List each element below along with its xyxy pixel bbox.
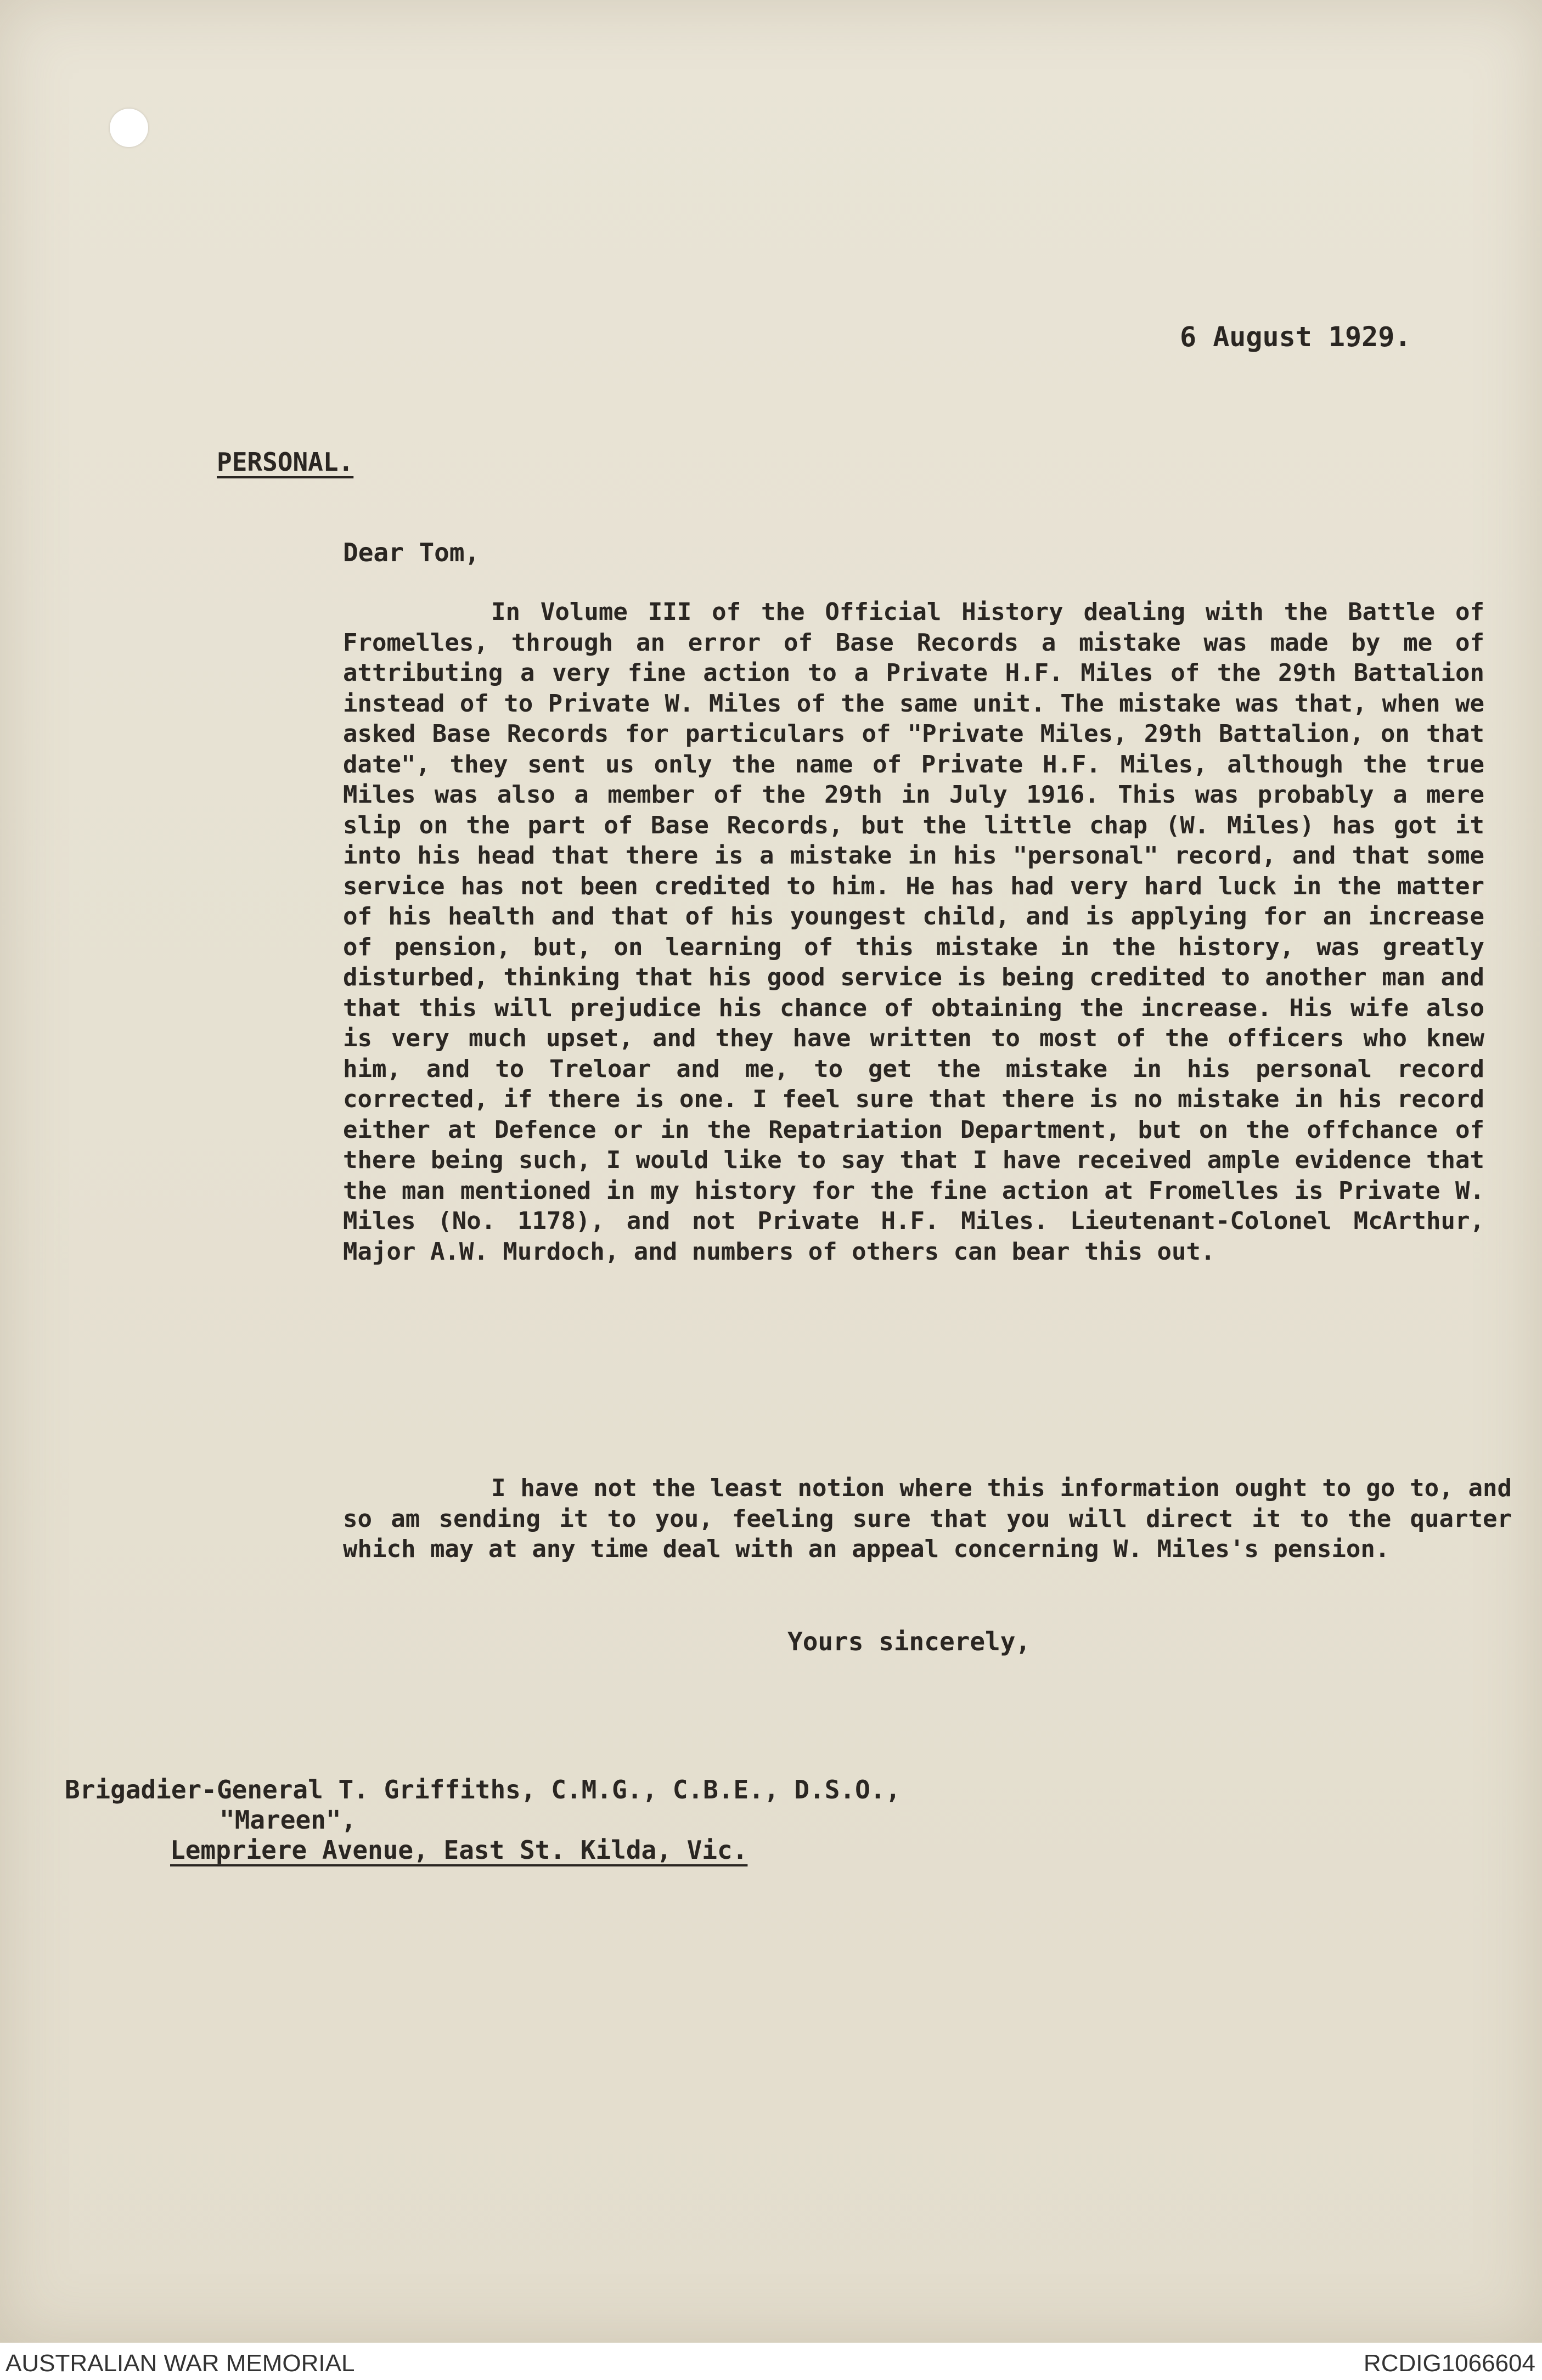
punch-hole: [110, 109, 148, 147]
salutation: Dear Tom,: [343, 538, 480, 567]
addressee-house: "Mareen",: [220, 1805, 357, 1835]
body-paragraph-2: I have not the least notion where this information ought to go to, and so am sending it to you, feeling sure that you will direct it to the quarter which may at any time deal with an appeal concerning W. Miles's pension.: [343, 1474, 1512, 1563]
addressee-street: Lempriere Avenue, East St. Kilda, Vic.: [170, 1835, 748, 1865]
body-paragraph-1: In Volume III of the Official History dealing with the Battle of Fromelles, through an error of Base Records a mistake was made by me of attributing a very fine action to a Private H.F. Miles of the 29th Battalion instead of to Private W. Miles of the same unit. The mistake was that, when we asked Base Records for particulars of "Private Miles, 29th Battalion, on that date", they sent us only the name of Private H.F. Miles, although the true Miles was also a member of the 29th in July 1916. This was probably a mere slip on the part of Base Records, but the little chap (W. Miles) has got it into his head that there is a mistake in his "personal" record, and that some service has not been credited to him. He has had very hard luck in the matter of his health and that of his youngest child, and is applying for an increase of pension, but, on learning of this mistake in the history, was greatly disturbed, thinking that his good service is being credited to another man and that this will prejudice his chance of obtaining the increase. His wife also is very much upset, and they have written to most of the officers who knew him, and to Treloar and me, to get the mistake in his personal record corrected, if there is one. I feel sure that there is no mistake in his record either at Defence or in the Repatriation Department, but on the offchance of there being such, I would like to say that I have received ample evidence that the man mentioned in my history for the fine action at Fromelles is Private W. Miles (No. 1178), and not Private H.F. Miles. Lieutenant-Colonel McArthur, Major A.W. Murdoch, and numbers of others can bear this out.: [343, 598, 1484, 1266]
classification-heading: PERSONAL.: [217, 447, 354, 477]
footer-reference: RCDIG1066604: [1363, 2350, 1535, 2377]
addressee-name: Brigadier-General T. Griffiths, C.M.G., C.B.E., D.S.O.,: [65, 1775, 901, 1804]
closing: Yours sincerely,: [787, 1627, 1031, 1656]
letter-date: 6 August 1929.: [1180, 321, 1411, 353]
footer-institution: AUSTRALIAN WAR MEMORIAL: [5, 2350, 355, 2377]
